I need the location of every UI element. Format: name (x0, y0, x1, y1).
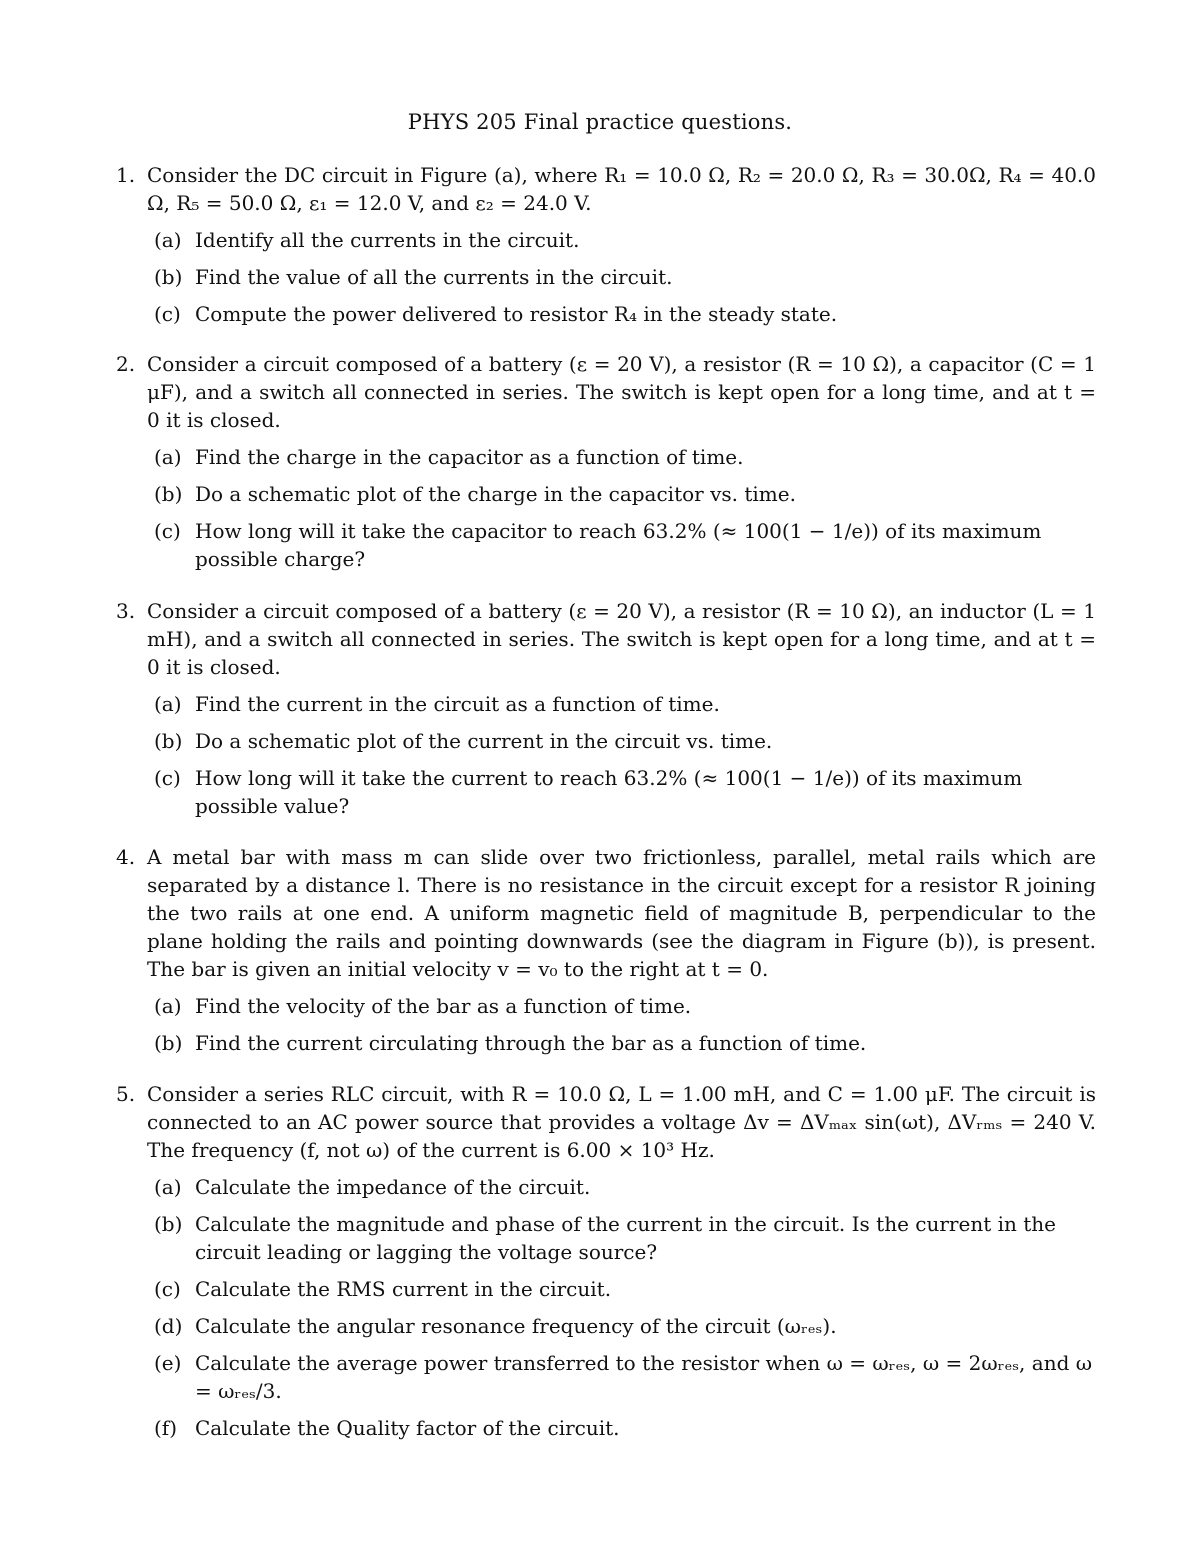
question-part (154, 1029, 1096, 1057)
question-part (154, 1173, 1096, 1201)
document-title: PHYS 205 Final practice questions. (407, 110, 793, 134)
part-text: Calculate the impedance of the circuit. (195, 1175, 591, 1199)
question-part (154, 480, 1096, 508)
part-label: (a) (154, 692, 182, 716)
part-text: Identify all the currents in the circuit. (195, 228, 580, 252)
question-5 (116, 1080, 1096, 1451)
question-part (154, 764, 1096, 820)
part-text: Find the value of all the currents in the circuit. (195, 265, 673, 289)
question-number: 3. (116, 599, 136, 623)
question-part (154, 727, 1096, 755)
part-text: Calculate the average power transferred to the resistor when ω = ωᵣₑₛ, ω = 2ωᵣₑₛ, and ω = ωᵣₑₛ/3. (195, 1351, 1093, 1403)
question-part (154, 992, 1096, 1020)
part-label: (a) (154, 994, 182, 1018)
part-text: Find the velocity of the bar as a function of time. (195, 994, 692, 1018)
part-label: (a) (154, 1175, 182, 1199)
part-label: (a) (154, 445, 182, 469)
question-parts (154, 443, 1096, 573)
question-parts (154, 226, 1096, 328)
part-text: Find the charge in the capacitor as a function of time. (195, 445, 744, 469)
part-text: How long will it take the capacitor to reach 63.2% (≈ 100(1 − 1/e)) of its maximum possible charge? (195, 519, 1042, 571)
part-text: How long will it take the current to reach 63.2% (≈ 100(1 − 1/e)) of its maximum possible value? (195, 766, 1023, 818)
part-label: (b) (154, 1212, 183, 1236)
part-text: Do a schematic plot of the current in the circuit vs. time. (195, 729, 773, 753)
part-text: Find the current in the circuit as a function of time. (195, 692, 720, 716)
question-part (154, 517, 1096, 573)
part-text: Calculate the Quality factor of the circuit. (195, 1416, 620, 1440)
part-label: (b) (154, 482, 183, 506)
part-text: Calculate the RMS current in the circuit. (195, 1277, 612, 1301)
part-label: (d) (154, 1314, 183, 1338)
part-label: (b) (154, 729, 183, 753)
part-label: (c) (154, 1277, 181, 1301)
question-text: Consider a circuit composed of a battery (ε = 20 V), a resistor (R = 10 Ω), an inductor (L = 1 mH), and a switch all connected in series. The switch is kept open for a long time, and at t = 0 it is closed. (147, 599, 1096, 679)
question-1 (116, 161, 1096, 337)
question-number: 4. (116, 845, 136, 869)
question-part (154, 1349, 1096, 1405)
question-number: 2. (116, 352, 136, 376)
question-text: Consider the DC circuit in Figure (a), where R₁ = 10.0 Ω, R₂ = 20.0 Ω, R₃ = 30.0Ω, R₄ = 40.0 Ω, R₅ = 50.0 Ω, ε₁ = 12.0 V, and ε₂ = 24.0 V. (147, 163, 1096, 215)
question-parts (154, 690, 1096, 820)
part-label: (b) (154, 1031, 183, 1055)
question-text: Consider a series RLC circuit, with R = 10.0 Ω, L = 1.00 mH, and C = 1.00 μF. The circuit is connected to an AC power source that provides a voltage Δv = ΔVₘₐₓ sin(ωt), ΔVᵣₘₛ = 240 V. The frequency (f, not ω) of the current is 6.00 × 10³ Hz. (147, 1082, 1097, 1162)
part-text: Find the current circulating through the bar as a function of time. (195, 1031, 867, 1055)
part-label: (c) (154, 302, 181, 326)
question-number: 1. (116, 163, 136, 187)
question-4 (116, 843, 1096, 1066)
question-part (154, 1275, 1096, 1303)
part-label: (e) (154, 1351, 182, 1375)
question-part (154, 300, 1096, 328)
part-text: Calculate the angular resonance frequency of the circuit (ωᵣₑₛ). (195, 1314, 837, 1338)
part-label: (c) (154, 519, 181, 543)
question-text: Consider a circuit composed of a battery (ε = 20 V), a resistor (R = 10 Ω), a capacitor (C = 1 μF), and a switch all connected in series. The switch is kept open for a long time, and at t = 0 it is closed. (147, 352, 1096, 432)
question-part (154, 690, 1096, 718)
part-label: (c) (154, 766, 181, 790)
question-2 (116, 350, 1096, 582)
part-label: (f) (154, 1416, 178, 1440)
part-text: Calculate the magnitude and phase of the current in the circuit. Is the current in the circuit leading or lagging the voltage source? (195, 1212, 1056, 1264)
question-part (154, 443, 1096, 471)
part-text: Compute the power delivered to resistor R₄ in the steady state. (195, 302, 838, 326)
question-part (154, 1210, 1096, 1266)
question-parts (154, 1173, 1096, 1442)
question-part (154, 1312, 1096, 1340)
question-text: A metal bar with mass m can slide over two frictionless, parallel, metal rails which are separated by a distance l. There is no resistance in the circuit except for a resistor R joining the two rails at one end. A uniform magnetic field of magnitude B, perpendicular to the plane holding the rails and pointing downwards (see the diagram in Figure (b)), is present. The bar is given an initial velocity v = v₀ to the right at t = 0. (147, 845, 1096, 981)
question-part (154, 263, 1096, 291)
question-number: 5. (116, 1082, 136, 1106)
question-part (154, 1414, 1096, 1442)
question-3 (116, 597, 1096, 829)
part-label: (a) (154, 228, 182, 252)
question-part (154, 226, 1096, 254)
part-text: Do a schematic plot of the charge in the capacitor vs. time. (195, 482, 796, 506)
part-label: (b) (154, 265, 183, 289)
question-parts (154, 992, 1096, 1057)
